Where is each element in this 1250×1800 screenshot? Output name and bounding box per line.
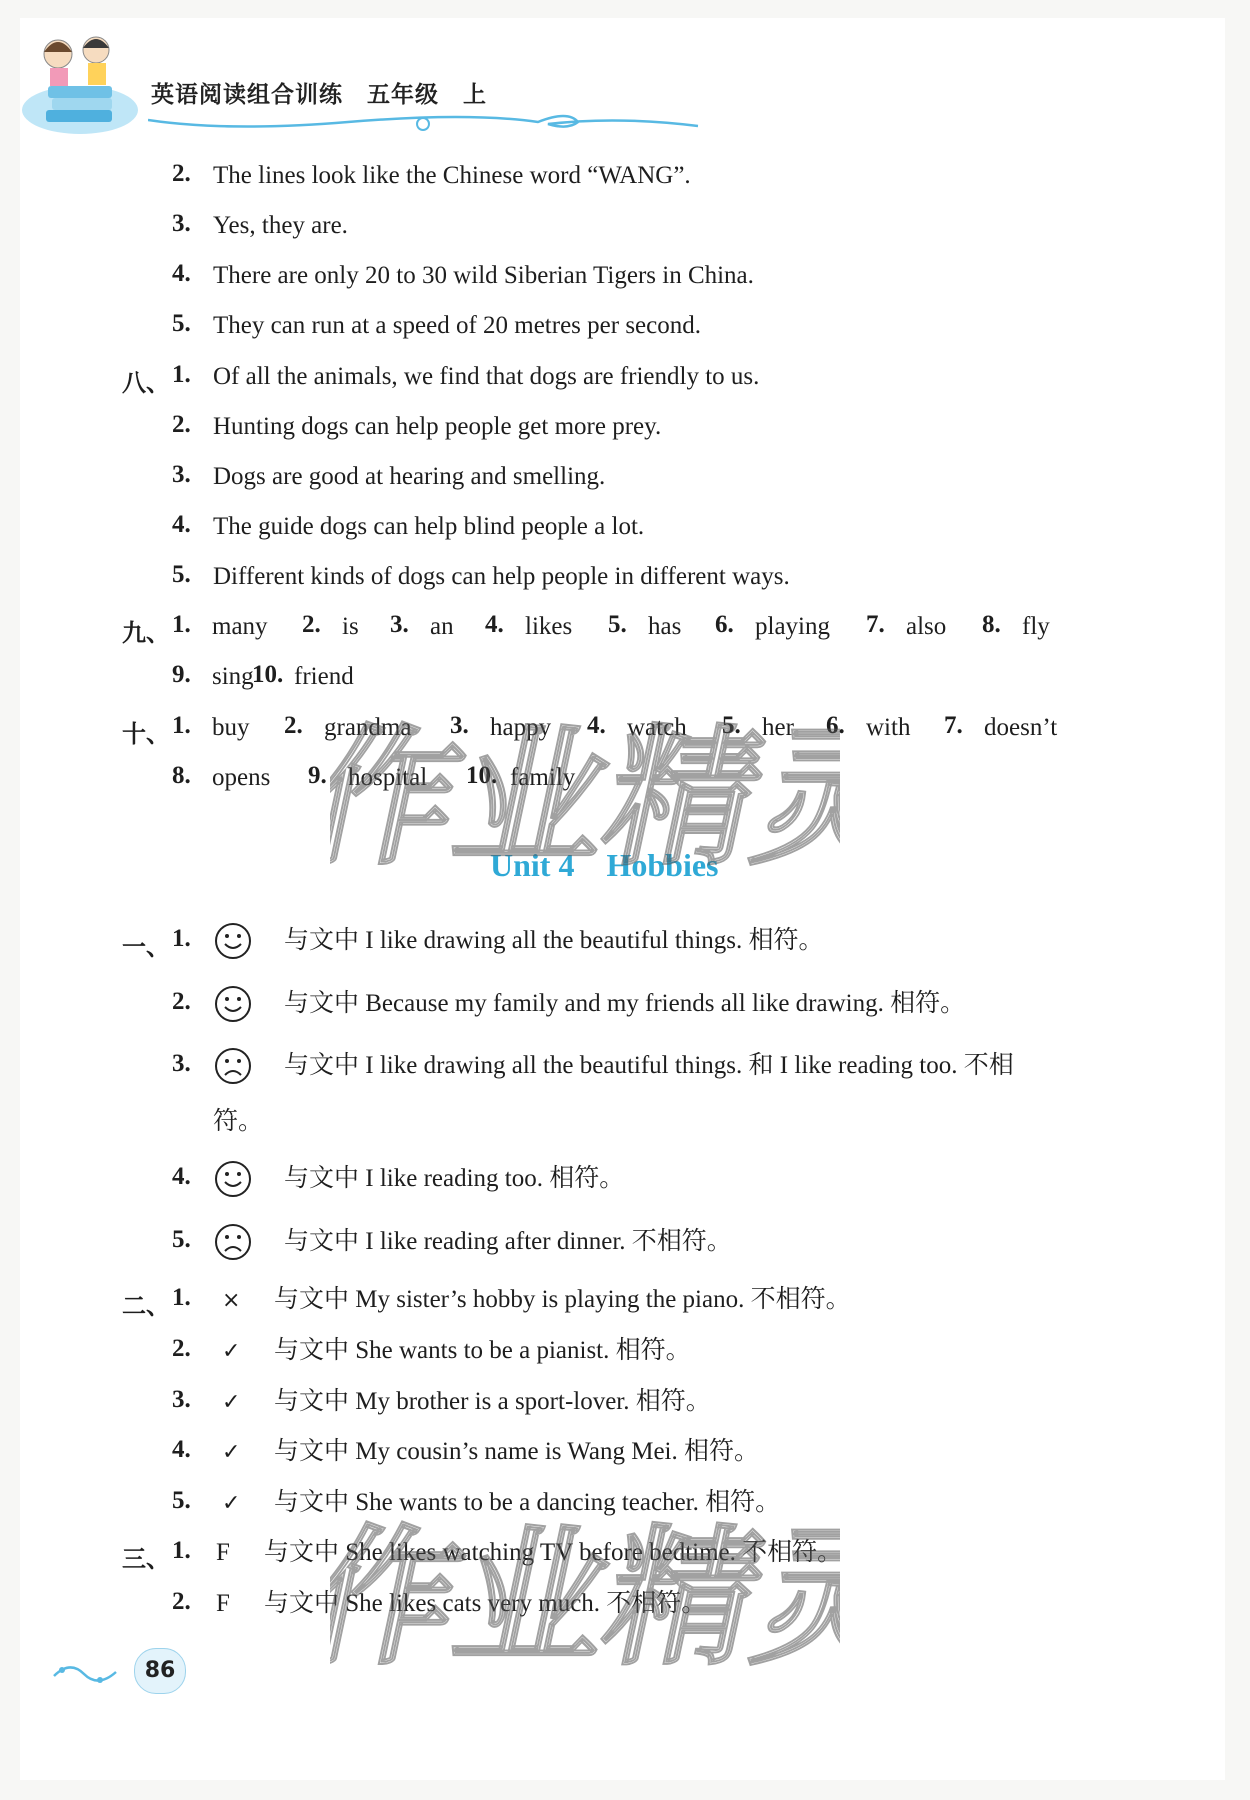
- answer-word: friend: [294, 663, 354, 690]
- header-swirl-line: [148, 100, 708, 140]
- answer-text: Of all the animals, we find that dogs are friendly to us.: [213, 363, 760, 390]
- item-number: 3.: [172, 1050, 191, 1077]
- answer-word: hospital: [348, 764, 428, 791]
- item-number: 10.: [466, 762, 498, 789]
- section-label: 八、: [122, 369, 170, 397]
- item-number: 2.: [284, 712, 303, 739]
- answer-word: many: [212, 613, 268, 640]
- answer-word: an: [430, 613, 454, 640]
- answer-word: happy: [490, 714, 552, 741]
- watermark-top-text: 作业精灵: [330, 710, 840, 886]
- answer-text: The guide dogs can help blind people a lot.: [213, 513, 645, 540]
- item-number: 2.: [172, 160, 191, 187]
- page-number: 86: [134, 1648, 186, 1694]
- item-number: 5.: [172, 1487, 191, 1514]
- answer-word: has: [648, 613, 682, 640]
- answer-word: opens: [212, 764, 271, 791]
- answer-text: 与文中 I like drawing all the beautiful things. 相符。: [284, 927, 824, 954]
- answer-word: doesn’t: [984, 714, 1058, 741]
- sad-face-icon: [213, 1222, 253, 1262]
- answer-text: 与文中 Because my family and my friends all like drawing. 相符。: [284, 990, 966, 1017]
- section-label: 二、: [122, 1292, 170, 1320]
- item-number: 9.: [308, 762, 327, 789]
- item-number: 1.: [172, 1284, 191, 1311]
- answer-letter: F: [216, 1590, 230, 1617]
- kids-reading-logo-icon: [18, 30, 138, 140]
- answer-text: 与文中 I like reading too. 相符。: [284, 1165, 625, 1192]
- item-number: 1.: [172, 611, 191, 638]
- item-number: 4.: [172, 260, 191, 287]
- smiley-face-icon: [213, 984, 253, 1024]
- answer-word: likes: [525, 613, 573, 640]
- item-number: 6.: [826, 712, 845, 739]
- answer-text: 与文中 My sister’s hobby is playing the piano. 不相符。: [274, 1286, 851, 1313]
- section-label: 十、: [122, 720, 170, 748]
- answer-word: also: [906, 613, 947, 640]
- item-number: 1.: [172, 1537, 191, 1564]
- answer-text: Yes, they are.: [213, 212, 348, 239]
- answer-text: They can run at a speed of 20 metres per second.: [213, 312, 702, 339]
- book-title: 英语阅读组合训练 五年级 上: [151, 82, 487, 108]
- cross-mark-icon: ×: [222, 1288, 241, 1313]
- item-number: 2.: [172, 1335, 191, 1362]
- answer-text: There are only 20 to 30 wild Siberian Tigers in China.: [213, 262, 754, 289]
- footer-decoration-icon: [50, 1652, 130, 1692]
- item-number: 4.: [587, 712, 606, 739]
- item-number: 1.: [172, 925, 191, 952]
- item-number: 10.: [252, 661, 284, 688]
- item-number: 4.: [172, 1436, 191, 1463]
- item-number: 2.: [172, 411, 191, 438]
- answer-text: The lines look like the Chinese word “WANG”.: [213, 162, 691, 189]
- answer-text-continued: 符。: [213, 1108, 264, 1135]
- answer-word: is: [342, 613, 359, 640]
- item-number: 4.: [172, 1163, 191, 1190]
- answer-word: family: [510, 764, 576, 791]
- answer-text: Hunting dogs can help people get more prey.: [213, 413, 662, 440]
- item-number: 3.: [172, 1386, 191, 1413]
- item-number: 2.: [172, 988, 191, 1015]
- item-number: 2.: [302, 611, 321, 638]
- sad-face-icon: [213, 1046, 253, 1086]
- answer-word: buy: [212, 714, 250, 741]
- answer-text: 与文中 She likes watching TV before bedtime. 不相符。: [264, 1539, 843, 1566]
- item-number: 7.: [944, 712, 963, 739]
- item-number: 5.: [172, 561, 191, 588]
- answer-word: with: [866, 714, 911, 741]
- item-number: 8.: [172, 762, 191, 789]
- item-number: 4.: [485, 611, 504, 638]
- item-number: 8.: [982, 611, 1001, 638]
- answer-word: playing: [755, 613, 830, 640]
- item-number: 5.: [172, 310, 191, 337]
- section-label: 九、: [122, 619, 170, 647]
- answer-text: 与文中 I like reading after dinner. 不相符。: [284, 1228, 732, 1255]
- answer-text: 与文中 My brother is a sport-lover. 相符。: [274, 1388, 711, 1415]
- item-number: 4.: [172, 511, 191, 538]
- answer-letter: F: [216, 1539, 230, 1566]
- answer-text: 与文中 I like drawing all the beautiful things. 和 I like reading too. 不相: [284, 1052, 1014, 1079]
- check-mark-icon: ✓: [222, 1491, 241, 1516]
- item-number: 3.: [172, 461, 191, 488]
- page-header: [18, 30, 798, 140]
- unit-title: Unit 4 Hobbies: [490, 847, 719, 883]
- item-number: 3.: [390, 611, 409, 638]
- item-number: 1.: [172, 361, 191, 388]
- answer-word: watch: [627, 714, 687, 741]
- item-number: 3.: [450, 712, 469, 739]
- answer-text: 与文中 She wants to be a pianist. 相符。: [274, 1337, 691, 1364]
- item-number: 2.: [172, 1588, 191, 1615]
- item-number: 7.: [866, 611, 885, 638]
- answer-text: Dogs are good at hearing and smelling.: [213, 463, 606, 490]
- answer-word: fly: [1022, 613, 1050, 640]
- section-label: 三、: [122, 1545, 170, 1573]
- item-number: 5.: [172, 1226, 191, 1253]
- item-number: 5.: [608, 611, 627, 638]
- smiley-face-icon: [213, 1159, 253, 1199]
- watermark-bottom-text: 作业精灵: [330, 1510, 840, 1686]
- answer-text: 与文中 She wants to be a dancing teacher. 相符。: [274, 1489, 781, 1516]
- smiley-face-icon: [213, 921, 253, 961]
- answer-word: grandma: [324, 714, 412, 741]
- check-mark-icon: ✓: [222, 1390, 241, 1415]
- answer-text: Different kinds of dogs can help people in different ways.: [213, 563, 790, 590]
- answer-text: 与文中 She likes cats very much. 不相符。: [264, 1590, 707, 1617]
- check-mark-icon: ✓: [222, 1339, 241, 1364]
- answer-word: sing: [212, 663, 254, 690]
- item-number: 1.: [172, 712, 191, 739]
- answer-text: 与文中 My cousin’s name is Wang Mei. 相符。: [274, 1438, 759, 1465]
- item-number: 3.: [172, 210, 191, 237]
- section-label: 一、: [122, 933, 170, 961]
- item-number: 9.: [172, 661, 191, 688]
- answer-word: her: [762, 714, 794, 741]
- item-number: 6.: [715, 611, 734, 638]
- check-mark-icon: ✓: [222, 1440, 241, 1465]
- item-number: 5.: [722, 712, 741, 739]
